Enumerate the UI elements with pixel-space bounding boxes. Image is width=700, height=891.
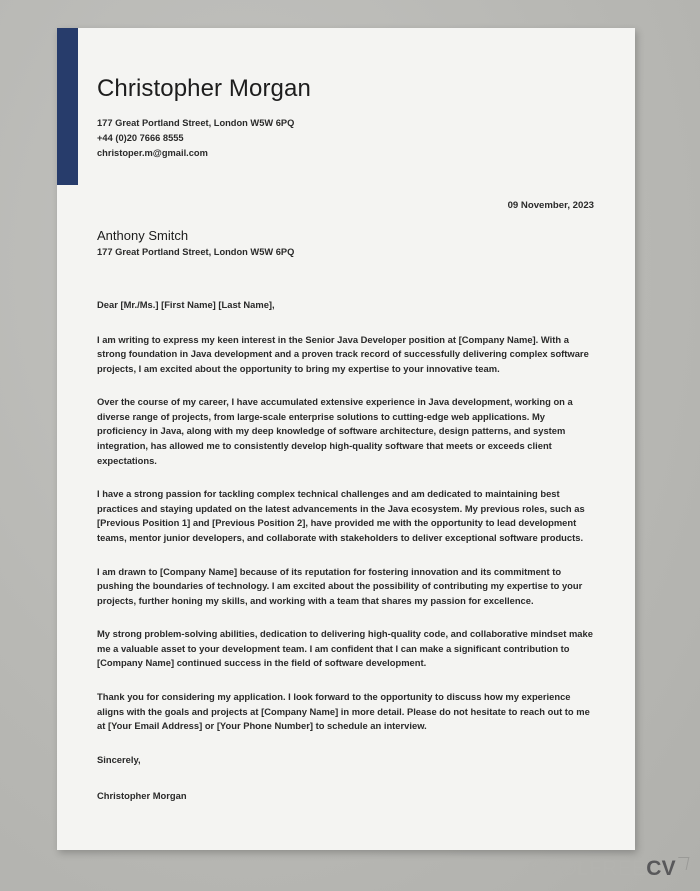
recipient-address: 177 Great Portland Street, London W5W 6PQ [97, 247, 295, 258]
sender-phone: +44 (0)20 7666 8555 [97, 133, 184, 144]
body-paragraph: Over the course of my career, I have accumulated extensive experience in Java development, working on a diverse range of projects, from large-scale enterprise solutions to cutting-edge web applications. My proficiency in Java, along with my deep knowledge of software architecture, design patterns, and system integration, has allowed me to consistently develop high-quality software that meets or exceeds client expectations. [97, 396, 573, 466]
body-paragraph: I have a strong passion for tackling complex technical challenges and am dedicated to maintaining best practices and staying updated on the latest advancements in the Java ecosystem. My previous roles, such as [Previous Position 1] and [Previous Position 2], have provided me with the opportunity to lead development teams, mentor junior developers, and collaborate with stakeholders to deliver exceptional software products. [97, 488, 585, 543]
signature-name: Christopher Morgan [97, 790, 187, 802]
watermark-text-light: COOLFREE [528, 857, 647, 880]
recipient-block [97, 228, 517, 260]
watermark-text-bold: CV [646, 857, 676, 880]
recipient-name: Anthony Smitch [97, 228, 189, 243]
letter-page [57, 28, 635, 850]
body-paragraph: I am writing to express my keen interest in the Senior Java Developer position at [Company Name]. With a strong foundation in Java development and a proven track record of successfully delivering complex software projects, I am excited about the opportunity to bring my expertise to your innovative team. [97, 333, 589, 374]
closing-salutation: Sincerely, [97, 753, 141, 765]
sender-address: 177 Great Portland Street, London W5W 6PQ [97, 118, 295, 129]
sender-header [97, 76, 517, 162]
body-paragraph: My strong problem-solving abilities, dedication to delivering high-quality code, and collaborative mindset make me a valuable asset to your development team. I am confident that I can make a significant contribution to [Company Name] continued success in the field of software development. [97, 628, 593, 669]
sender-email: christoper.m@gmail.com [97, 148, 208, 159]
body-paragraph: I am drawn to [Company Name] because of its reputation for fostering innovation and its commitment to pushing the boundaries of technology. I am excited about the possibility of contributing my expertise to your projects, further honing my skills, and working with a team that shares my passion for excellence. [97, 565, 583, 606]
sender-name: Christopher Morgan [97, 75, 311, 102]
letter-body [97, 298, 594, 804]
salutation: Dear [Mr./Ms.] [First Name] [Last Name], [97, 299, 275, 310]
accent-bar [57, 28, 78, 185]
coolfreecv-watermark-logo [528, 858, 688, 879]
corner-bracket-icon [676, 857, 690, 870]
body-paragraph: Thank you for considering my application. I look forward to the opportunity to discuss how my experience aligns with the goals and projects at [Company Name] in more detail. Please do not hesitate to reach out to me at [Your Email Address] or [Your Phone Number] to schedule an interview. [97, 690, 590, 732]
letter-date: 09 November, 2023 [507, 200, 594, 211]
sender-contact-block [97, 116, 517, 161]
